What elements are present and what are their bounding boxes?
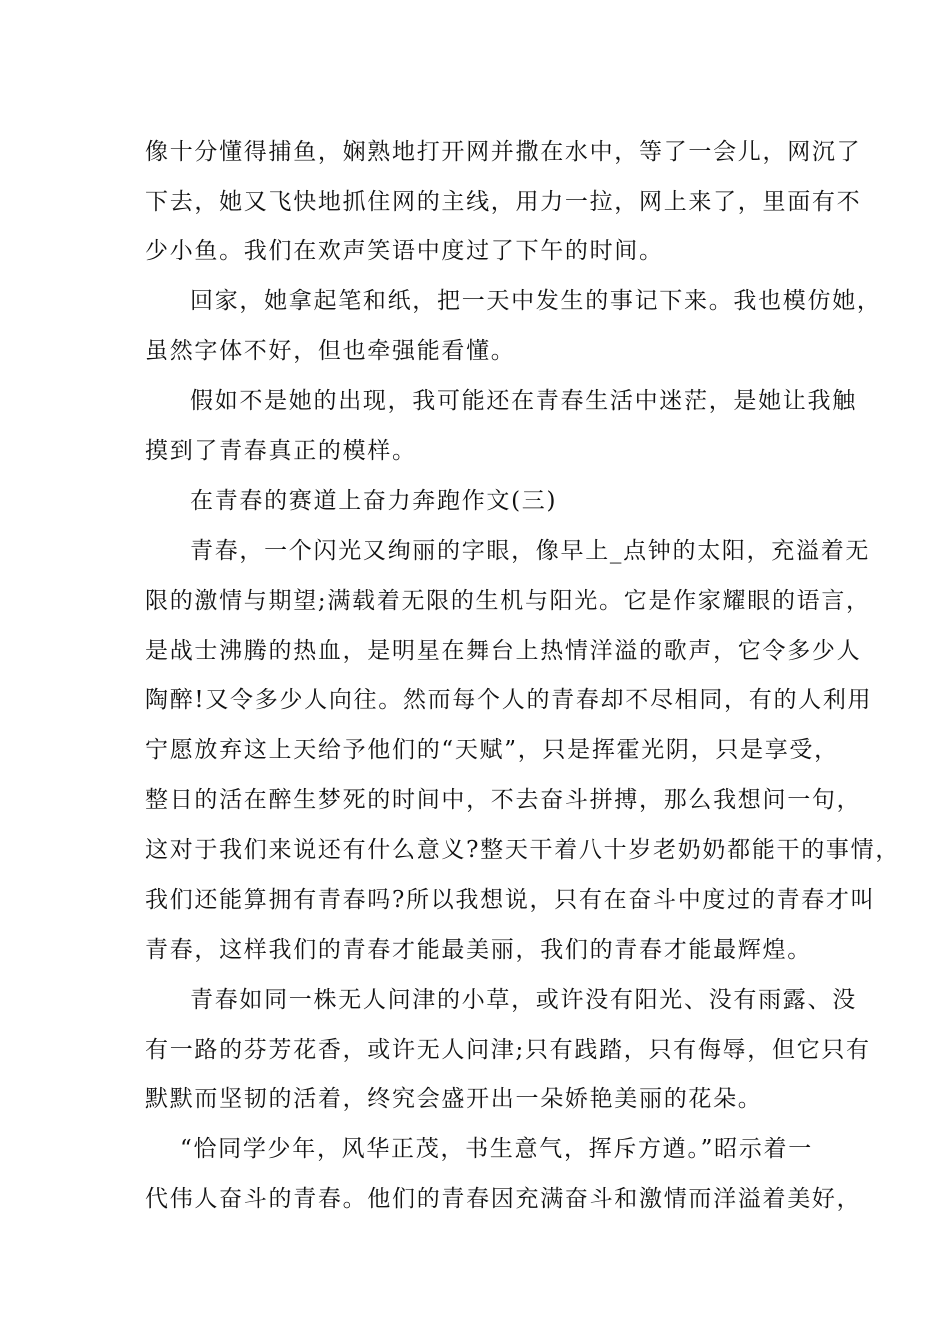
text-line: 下去，她又飞快地抓住网的主线，用力一拉，网上来了，里面有不 — [145, 189, 862, 215]
text-line: 像十分懂得捕鱼，娴熟地打开网并撒在水中，等了一会儿，网沉了 — [145, 139, 862, 165]
text-line: 这对于我们来说还有什么意义?整天干着八十岁老奶奶都能干的事情， — [145, 837, 901, 863]
paragraph-first-line: 青春，一个闪光又绚丽的字眼，像早上_点钟的太阳，充溢着无 — [190, 538, 871, 564]
paragraph-first-line: “恰同学少年，风华正茂，书生意气，挥斥方遒。”昭示着一 — [180, 1136, 813, 1162]
text-line: 代伟人奋斗的青春。他们的青春因充满奋斗和激情而洋溢着美好， — [145, 1186, 862, 1212]
text-line: 整日的活在醉生梦死的时间中，不去奋斗拼搏，那么我想问一句， — [145, 787, 862, 813]
paragraph-first-line: 假如不是她的出现，我可能还在青春生活中迷茫，是她让我触 — [190, 388, 857, 414]
text-line: 摸到了青春真正的模样。 — [145, 438, 417, 464]
text-line: 我们还能算拥有青春吗?所以我想说，只有在奋斗中度过的青春才叫 — [145, 887, 876, 913]
paragraph-first-line: 回家，她拿起笔和纸，把一天中发生的事记下来。我也模仿她， — [190, 288, 882, 314]
paragraph-first-line: 青春如同一株无人问津的小草，或许没有阳光、没有雨露、没 — [190, 987, 857, 1013]
text-line: 是战士沸腾的热血，是明星在舞台上热情洋溢的歌声，它令多少人 — [145, 638, 862, 664]
text-line: 少小鱼。我们在欢声笑语中度过了下午的时间。 — [145, 238, 664, 264]
text-line: 限的激情与期望;满载着无限的生机与阳光。它是作家耀眼的语言， — [145, 588, 871, 614]
text-line: 陶醉!又令多少人向往。然而每个人的青春却不尽相同，有的人利用 — [145, 687, 873, 713]
text-line: 宁愿放弃这上天给予他们的“天赋”，只是挥霍光阴，只是享受， — [145, 737, 839, 763]
section-title: 在青春的赛道上奋力奔跑作文(三) — [190, 488, 558, 514]
text-line: 青春，这样我们的青春才能最美丽，我们的青春才能最辉煌。 — [145, 937, 812, 963]
text-line: 有一路的芬芳花香，或许无人问津;只有践踏，只有侮辱，但它只有 — [145, 1037, 871, 1063]
text-line: 虽然字体不好，但也牵强能看懂。 — [145, 338, 516, 364]
text-line: 默默而坚韧的活着，终究会盛开出一朵娇艳美丽的花朵。 — [145, 1086, 763, 1112]
